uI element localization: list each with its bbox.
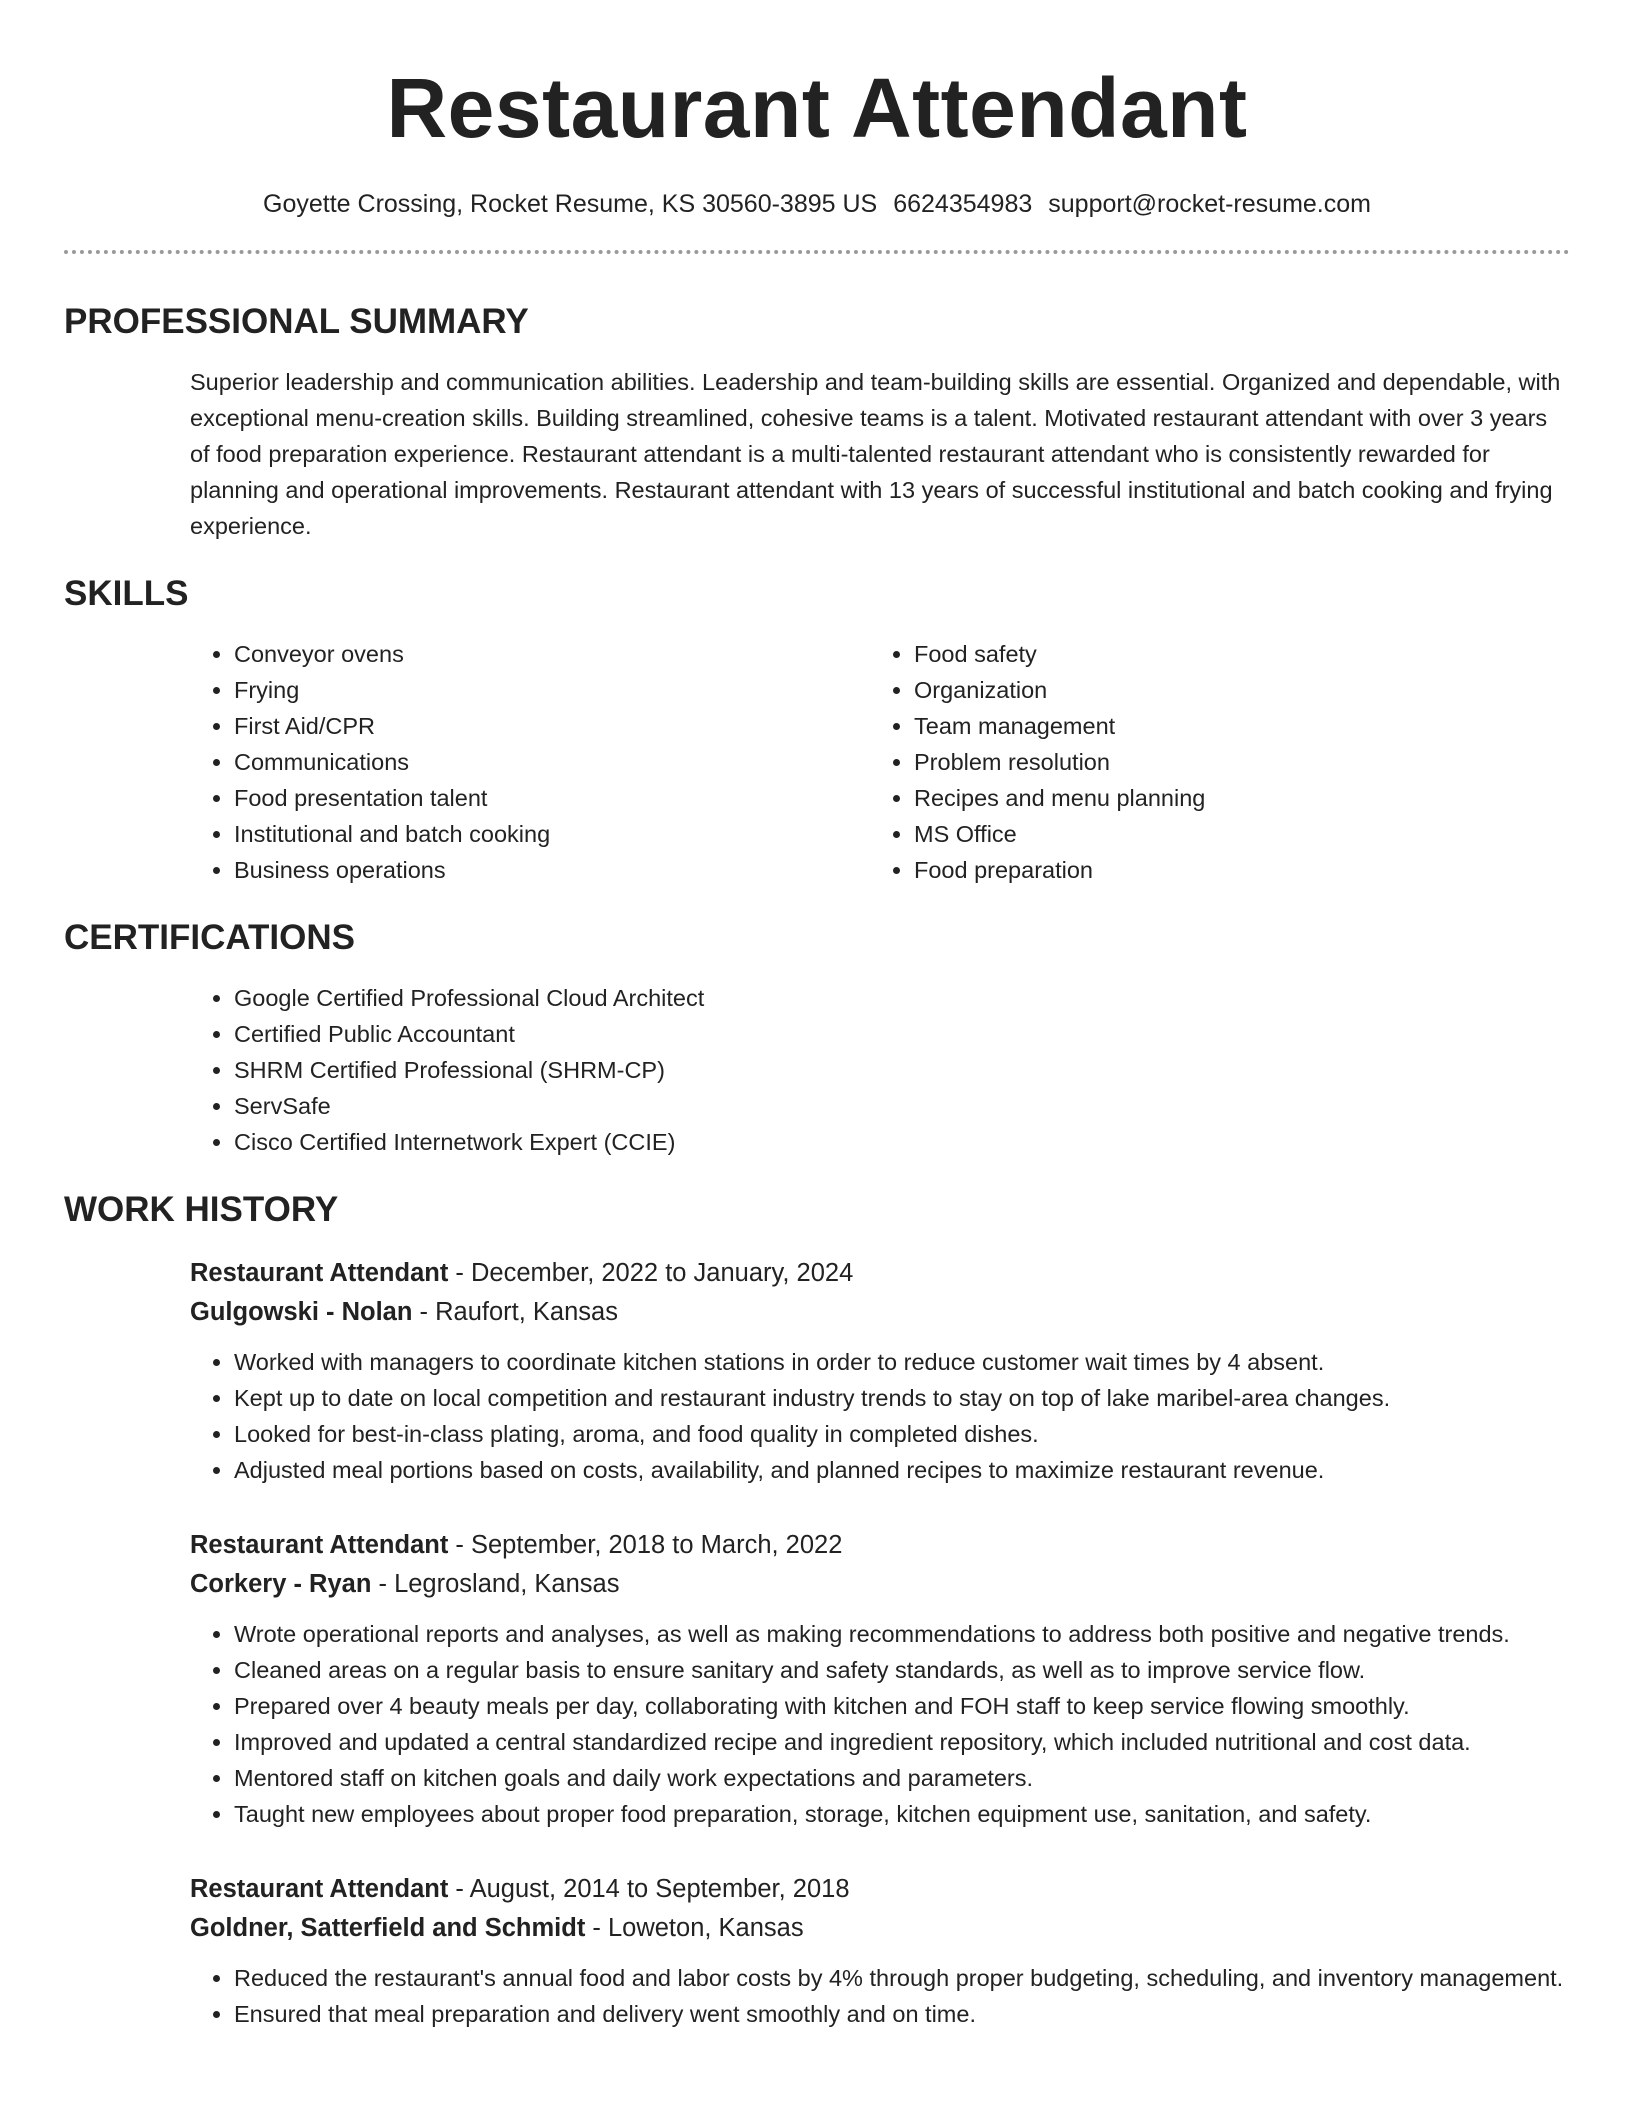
job-role: Restaurant Attendant [190, 1259, 449, 1287]
job-role: Restaurant Attendant [190, 1531, 449, 1559]
certifications-heading: CERTIFICATIONS [64, 918, 356, 957]
contact-line [64, 188, 1570, 220]
job-bullet: • Adjusted meal portions based on costs, availability, and planned recipes to maximize restaurant revenue. [234, 1452, 1570, 1488]
skill-item: • First Aid/CPR [234, 708, 870, 744]
certification-item: • Google Certified Professional Cloud Architect [234, 980, 1570, 1016]
contact-address: Goyette Crossing, Rocket Resume, KS 30560-3895 US [263, 190, 878, 218]
contact-email[interactable]: support@rocket-resume.com [1048, 190, 1371, 218]
skills-columns [190, 636, 1570, 888]
skill-item: • Organization [914, 672, 1550, 708]
skill-item: • Business operations [234, 852, 870, 888]
job-location: - Loweton, Kansas [585, 1914, 804, 1942]
contact-phone: 6624354983 [893, 190, 1033, 218]
job-bullet: • Kept up to date on local competition and restaurant industry trends to stay on top of lake maribel-area changes. [234, 1380, 1570, 1416]
job-company-line [190, 1565, 1570, 1604]
job-bullet: • Prepared over 4 beauty meals per day, collaborating with kitchen and FOH staff to keep service flowing smoothly. [234, 1688, 1570, 1724]
job-entry [190, 1526, 1570, 1832]
job-title-line [190, 1526, 1570, 1565]
job-title-line [190, 1870, 1570, 1909]
job-company: Goldner, Satterfield and Schmidt [190, 1914, 586, 1942]
job-location: - Raufort, Kansas [412, 1298, 618, 1326]
resume-page [64, 0, 1570, 2032]
candidate-name: Restaurant Attendant [386, 61, 1248, 155]
job-bullet: • Cleaned areas on a regular basis to ensure sanitary and safety standards, as well as to improve service flow. [234, 1652, 1570, 1688]
job-title-line [190, 1254, 1570, 1293]
job-bullet: • Mentored staff on kitchen goals and daily work expectations and parameters. [234, 1760, 1570, 1796]
job-entry [190, 1870, 1570, 2032]
work-history-heading: WORK HISTORY [64, 1190, 339, 1229]
job-bullet: • Improved and updated a central standardized recipe and ingredient repository, which included nutritional and cost data. [234, 1724, 1570, 1760]
job-bullet: • Taught new employees about proper food preparation, storage, kitchen equipment use, sanitation, and safety. [234, 1796, 1570, 1832]
skill-item: • Team management [914, 708, 1550, 744]
certifications-list [190, 980, 1570, 1160]
skill-item: • Recipes and menu planning [914, 780, 1550, 816]
certification-item: • Certified Public Accountant [234, 1016, 1570, 1052]
job-bullet: • Worked with managers to coordinate kitchen stations in order to reduce customer wait times by 4 absent. [234, 1344, 1570, 1380]
skill-item: • Conveyor ovens [234, 636, 870, 672]
summary-heading: PROFESSIONAL SUMMARY [64, 302, 529, 341]
summary-text: Superior leadership and communication abilities. Leadership and team-building skills are essential. Organized and dependable, with exceptional menu-creation skills. Building streamlined, cohesive teams is a talent. Motivated restaurant attendant with over 3 years of food preparation experience. Restaurant attendant is a multi-talented restaurant attendant who is consistently rewarded for planning and operational improvements. Restaurant attendant with 13 years of successful institutional and batch cooking and frying experience. [190, 369, 1561, 539]
skill-item: • Frying [234, 672, 870, 708]
job-company-line [190, 1909, 1570, 1948]
job-role: Restaurant Attendant [190, 1875, 449, 1903]
job-bullets [190, 1616, 1570, 1832]
job-location: - Legrosland, Kansas [371, 1570, 620, 1598]
header-divider [64, 250, 1570, 254]
job-bullet: • Wrote operational reports and analyses, as well as making recommendations to address both positive and negative trends. [234, 1616, 1570, 1652]
job-bullet: • Reduced the restaurant's annual food and labor costs by 4% through proper budgeting, scheduling, and inventory management. [234, 1960, 1570, 1996]
skill-item: • MS Office [914, 816, 1550, 852]
skill-item: • Communications [234, 744, 870, 780]
certification-item: • Cisco Certified Internetwork Expert (CCIE) [234, 1124, 1570, 1160]
job-dates: - December, 2022 to January, 2024 [448, 1259, 854, 1287]
skill-item: • Institutional and batch cooking [234, 816, 870, 852]
job-dates: - August, 2014 to September, 2018 [448, 1875, 850, 1903]
skill-item: • Food preparation [914, 852, 1550, 888]
skill-item: • Food presentation talent [234, 780, 870, 816]
job-company-line [190, 1293, 1570, 1332]
job-bullet: • Ensured that meal preparation and delivery went smoothly and on time. [234, 1996, 1570, 2032]
job-bullets [190, 1344, 1570, 1488]
skill-item: • Problem resolution [914, 744, 1550, 780]
job-dates: - September, 2018 to March, 2022 [448, 1531, 843, 1559]
job-bullets [190, 1960, 1570, 2032]
skills-list-left [190, 636, 870, 888]
job-company: Gulgowski - Nolan [190, 1298, 413, 1326]
job-entry [190, 1254, 1570, 1488]
job-company: Corkery - Ryan [190, 1570, 372, 1598]
skills-list-right [870, 636, 1550, 888]
certification-item: • SHRM Certified Professional (SHRM-CP) [234, 1052, 1570, 1088]
certification-item: • ServSafe [234, 1088, 1570, 1124]
job-bullet: • Looked for best-in-class plating, aroma, and food quality in completed dishes. [234, 1416, 1570, 1452]
skills-heading: SKILLS [64, 574, 189, 613]
skill-item: • Food safety [914, 636, 1550, 672]
